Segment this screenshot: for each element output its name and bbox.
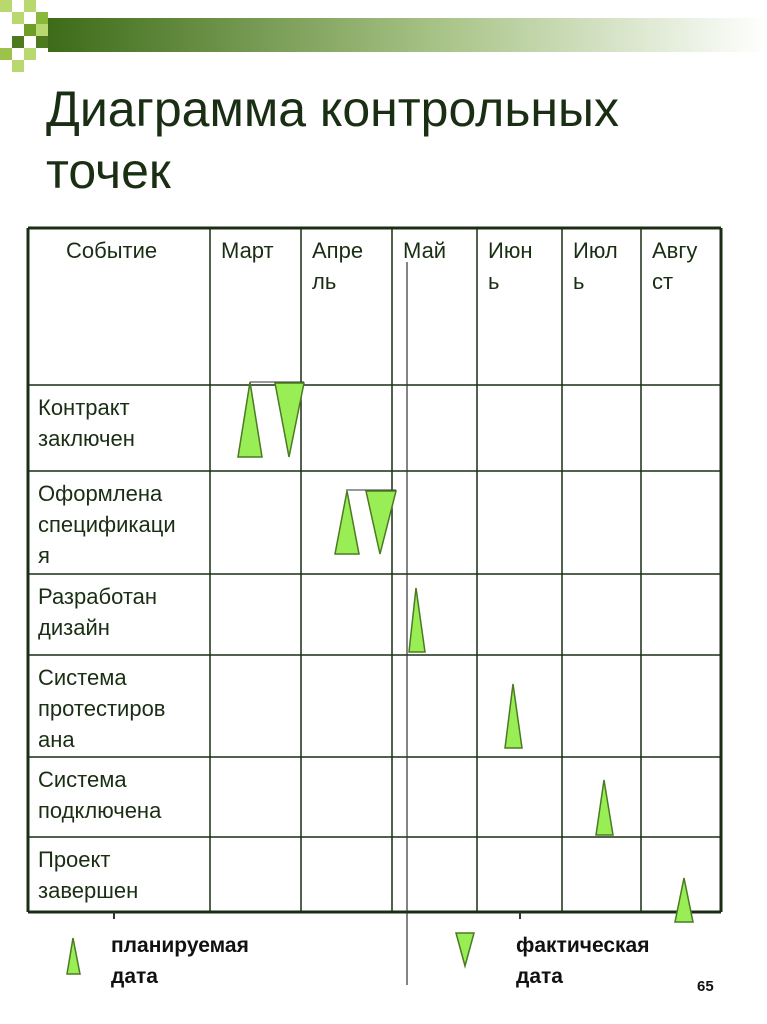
- legend-planned-label: планируемая дата: [111, 934, 249, 988]
- page-number: 65: [697, 978, 714, 995]
- legend-planned-icon: [67, 938, 80, 974]
- header-month-label: Июн ь: [488, 238, 533, 294]
- header-month-label: Июл ь: [573, 238, 618, 294]
- row-event-label: Контракт заключен: [38, 395, 135, 451]
- planned-date-marker: [238, 382, 262, 457]
- planned-date-marker: [409, 588, 425, 652]
- row-event-label: Система протестиров ана: [38, 665, 166, 752]
- planned-date-marker: [596, 780, 613, 835]
- row-event-label: Система подключена: [38, 767, 162, 823]
- page-title: Диаграмма контрольных точек: [46, 81, 619, 199]
- header-month-label: Апре ль: [312, 238, 364, 294]
- legend-actual-icon: [456, 933, 474, 966]
- actual-date-marker: [275, 383, 304, 457]
- header-month-label: Авгу ст: [652, 238, 698, 294]
- planned-date-marker: [335, 491, 359, 554]
- header-event-label: Событие: [66, 238, 158, 263]
- row-event-label: Оформлена спецификаци я: [38, 481, 176, 568]
- row-event-label: Проект завершен: [38, 847, 139, 903]
- row-event-label: Разработан дизайн: [38, 584, 158, 640]
- header-month-label: Март: [221, 238, 274, 263]
- planned-date-marker: [505, 684, 522, 748]
- planned-date-marker: [675, 878, 693, 922]
- header-month-label: Май: [403, 238, 447, 263]
- legend-actual-label: фактическая дата: [516, 934, 650, 988]
